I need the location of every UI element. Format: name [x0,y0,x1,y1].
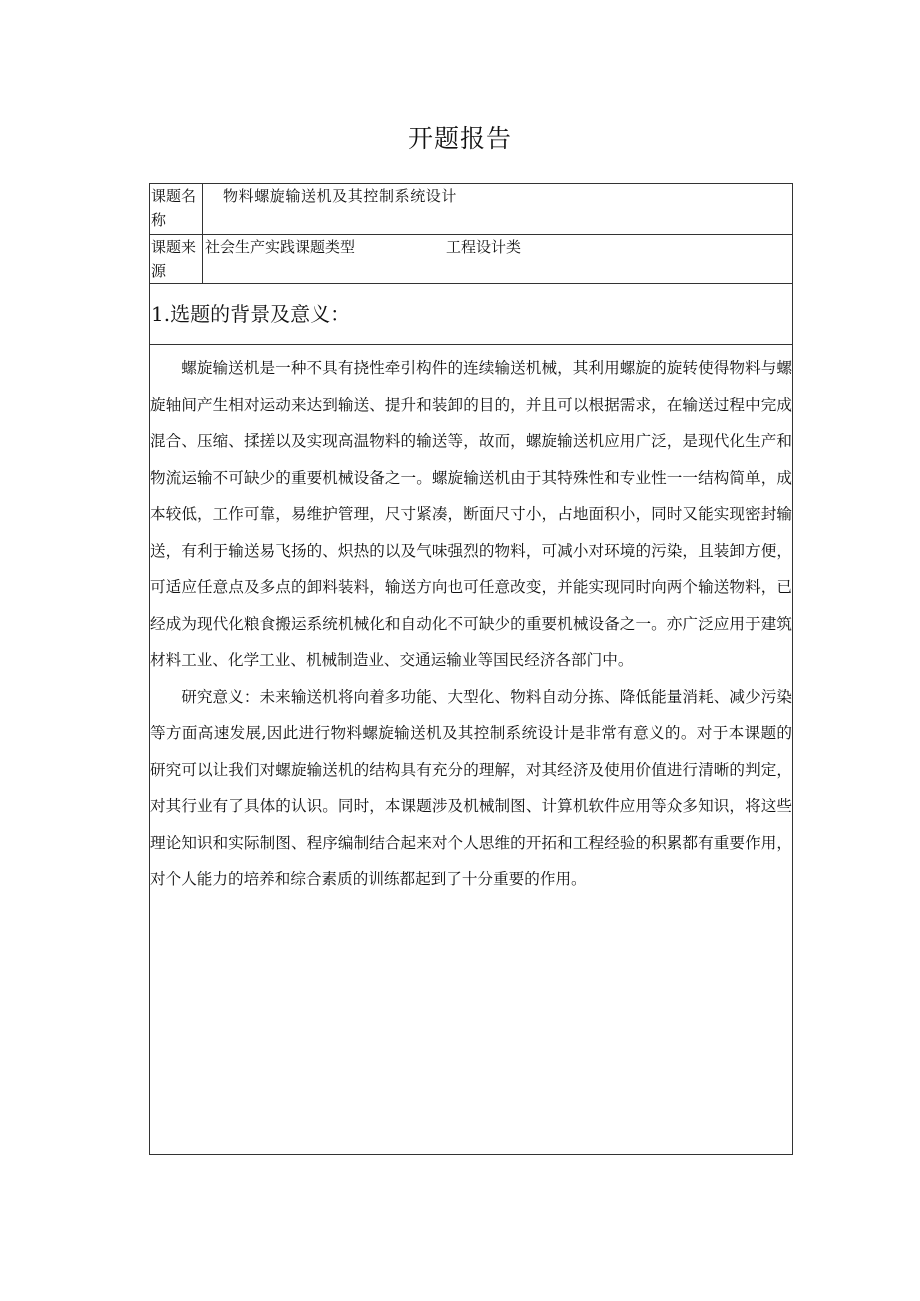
topic-name-row [150,184,792,235]
paragraph-background: 螺旋输送机是一种不具有挠性牵引构件的连续输送机械，其利用螺旋的旋转使得物料与螺旋轴间产生相对运动来达到输送、提升和装卸的目的，并且可以根据需求，在输送过程中完成混合、压缩、揉搓以及实现高温物料的输送等，故而，螺旋输送机应用广泛，是现代化生产和物流运输不可缺少的重要机械设备之一。螺旋输送机由于其特殊性和专业性一一结构简单，成本较低，工作可靠，易维护管理，尺寸紧凑，断面尺寸小，占地面积小，同时又能实现密封输送，有利于输送易飞扬的、炽热的以及气味强烈的物料，可减小对环境的污染，且装卸方便，可适应任意点及多点的卸料装料，输送方向也可任意改变，并能实现同时向两个输送物料，已经成为现代化粮食搬运系统机械化和自动化不可缺少的重要机械设备之一。亦广泛应用于建筑材料工业、化学工业、机械制造业、交通运输业等国民经济各部门中。 [150,359,792,669]
topic-source-label: 课题来源 [150,235,203,283]
topic-source-type: 工程设计类 [446,238,522,256]
section-heading-row [150,284,792,345]
section-heading: 1.选题的背景及意义： [151,302,351,326]
proposal-form-table [149,183,793,1155]
topic-name-value: 物料螺旋输送机及其控制系统设计 [223,187,458,205]
topic-name-label: 课题名称 [150,184,203,234]
topic-source-row [150,235,792,284]
paragraph-significance: 研究意义：未来输送机将向着多功能、大型化、物料自动分拣、降低能量消耗、减少污染等方面高速发展,因此进行物料螺旋输送机及其控制系统设计是非常有意义的。对于本课题的研究可以让我们对螺旋输送机的结构具有充分的理解，对其经济及使用价值进行清晰的判定，对其行业有了具体的认识。同时，本课题涉及机械制图、计算机软件应用等众多知识，将这些理论知识和实际制图、程序编制结合起来对个人思维的开拓和工程经验的积累都有重要作用，对个人能力的培养和综合素质的训练都起到了十分重要的作用。 [150,687,792,888]
page-title: 开题报告 [407,124,512,153]
topic-source-value [203,235,792,283]
topic-source-kind: 社会生产实践课题类型 [205,238,356,256]
section-body [150,345,794,898]
